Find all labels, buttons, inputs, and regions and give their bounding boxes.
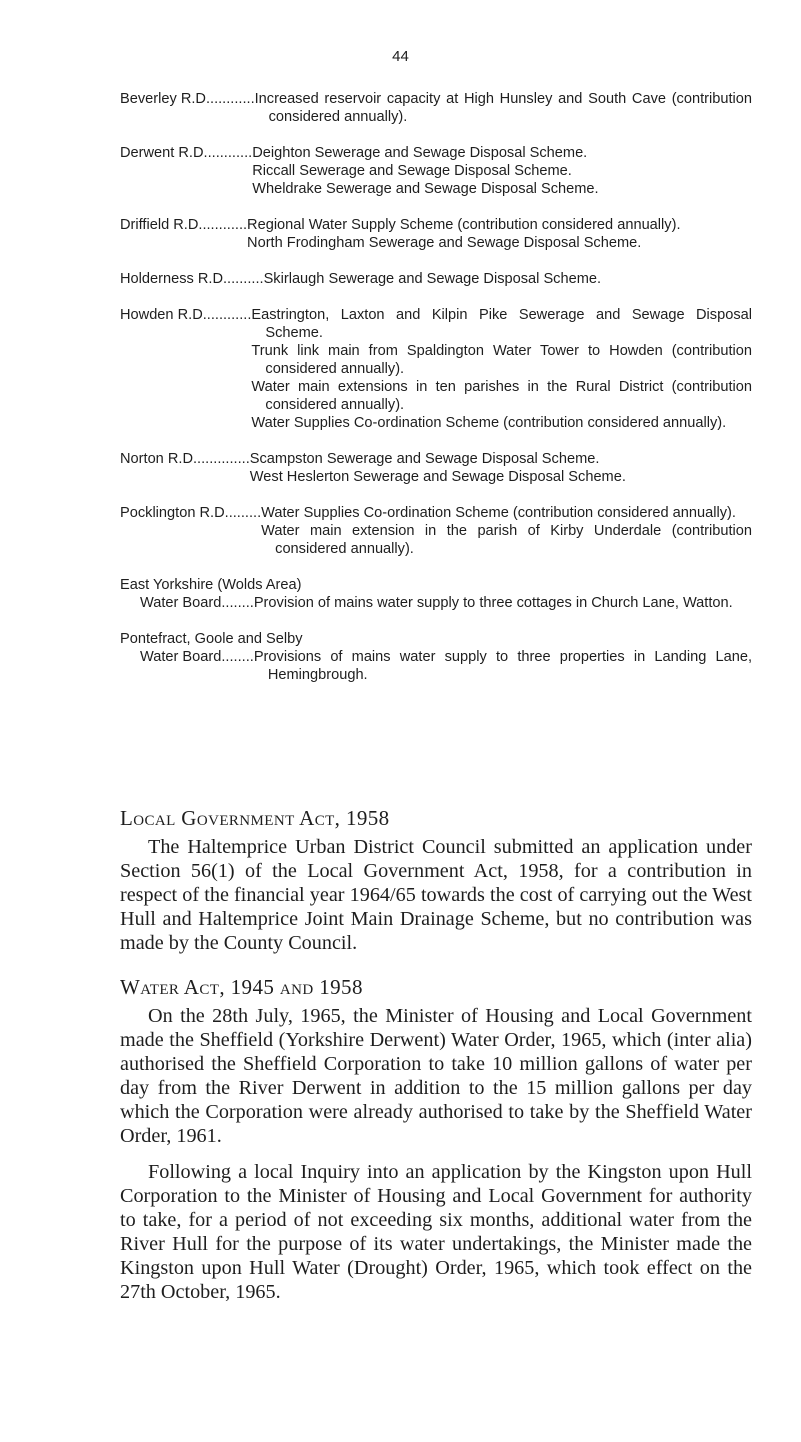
scheme-item: Eastrington, Laxton and Kilpin Pike Sewerage and Sewage Disposal Scheme.	[251, 307, 752, 341]
district-name: Pocklington R.D.........	[120, 505, 262, 521]
scheme-item: Water Supplies Co-ordination Scheme (contribution considered annually).	[261, 505, 736, 521]
scheme-item: Scampston Sewerage and Sewage Disposal Scheme.	[249, 451, 600, 467]
list-entry	[120, 450, 752, 486]
scheme-item: Water main extensions in ten parishes in the Rural District (contribution considered annually).	[251, 379, 752, 413]
board-header: Pontefract, Goole and Selby	[120, 631, 303, 647]
paragraph: On the 28th July, 1965, the Minister of Housing and Local Government made the Sheffield (Yorkshire Derwent) Water Order, 1965, which (inter alia) authorised the Sheffield Corporation to take 10 million gallons of water per day from the River Derwent in addition to the 15 million gallons per day which the Corporation were already authorised to take by the Sheffield Water Order, 1961.	[120, 1005, 752, 1147]
list-entry	[120, 144, 752, 198]
scheme-item: Riccall Sewerage and Sewage Disposal Scheme.	[252, 163, 572, 179]
scheme-item: Regional Water Supply Scheme (contribution considered annually).	[247, 217, 681, 233]
district-name: Holderness R.D..........	[120, 271, 264, 287]
scheme-item: Provision of mains water supply to three cottages in Church Lane, Watton.	[253, 595, 733, 611]
district-name: Howden R.D............	[120, 307, 252, 323]
entry-items	[254, 648, 752, 684]
schemes-list	[120, 90, 752, 702]
district-name: Derwent R.D............	[120, 145, 253, 161]
scheme-item: North Frodingham Sewerage and Sewage Disposal Scheme.	[247, 235, 642, 251]
section-heading: Local Government Act, 1958	[120, 806, 390, 830]
scheme-item: Water main extension in the parish of Kirby Underdale (contribution considered annually).	[261, 523, 752, 557]
district-name: Norton R.D..............	[120, 451, 250, 467]
paragraph: The Haltemprice Urban District Council submitted an application under Section 56(1) of the Local Government Act, 1958, for a contribution in respect of the financial year 1964/65 towards the cost of carrying out the West Hull and Haltemprice Joint Main Drainage Scheme, but no contribution was made by the County Council.	[120, 836, 752, 954]
entry-items	[252, 144, 752, 198]
paragraph: Following a local Inquiry into an application by the Kingston upon Hull Corporation to the Minister of Housing and Local Government for authority to take, for a period of not exceeding six months, additional water from the River Hull for the purpose of its water undertakings, the Minister made the Kingston upon Hull Water (Drought) Order, 1965, which took effect on the 27th October, 1965.	[120, 1161, 752, 1303]
entry-items	[261, 504, 752, 558]
board-entry	[120, 630, 752, 684]
entry-items	[254, 594, 752, 612]
board-entry	[120, 576, 752, 612]
scheme-item: West Heslerton Sewerage and Sewage Disposal Scheme.	[249, 469, 626, 485]
scheme-item: Deighton Sewerage and Sewage Disposal Scheme.	[252, 145, 588, 161]
list-entry	[120, 504, 752, 558]
scheme-item: Wheldrake Sewerage and Sewage Disposal Scheme.	[252, 181, 599, 197]
board-header: East Yorkshire (Wolds Area)	[120, 577, 302, 593]
district-name: Beverley R.D............	[120, 91, 255, 107]
list-entry	[120, 306, 752, 432]
scheme-item: Skirlaugh Sewerage and Sewage Disposal Scheme.	[263, 271, 602, 287]
list-entry	[120, 594, 752, 612]
entry-items	[264, 270, 752, 288]
section-heading: Water Act, 1945 and 1958	[120, 975, 363, 999]
page-number: 44	[392, 48, 409, 65]
list-entry	[120, 648, 752, 684]
list-entry	[120, 270, 752, 288]
scheme-item: Water Supplies Co-ordination Scheme (contribution considered annually).	[251, 415, 727, 431]
list-entry	[120, 90, 752, 126]
scheme-item: Increased reservoir capacity at High Hunsley and South Cave (contribution considered annually).	[254, 91, 752, 125]
board-name: Water Board........	[140, 649, 254, 665]
body-text	[120, 788, 752, 1316]
entry-items	[247, 216, 752, 252]
entry-items	[250, 450, 752, 486]
entry-items	[255, 90, 752, 126]
scheme-item: Trunk link main from Spaldington Water Tower to Howden (contribution considered annually).	[251, 343, 752, 377]
board-name: Water Board........	[140, 595, 254, 611]
district-name: Driffield R.D............	[120, 217, 248, 233]
list-entry	[120, 216, 752, 252]
scheme-item: Provisions of mains water supply to three properties in Landing Lane, Hemingbrough.	[253, 649, 752, 683]
entry-items	[251, 306, 752, 432]
